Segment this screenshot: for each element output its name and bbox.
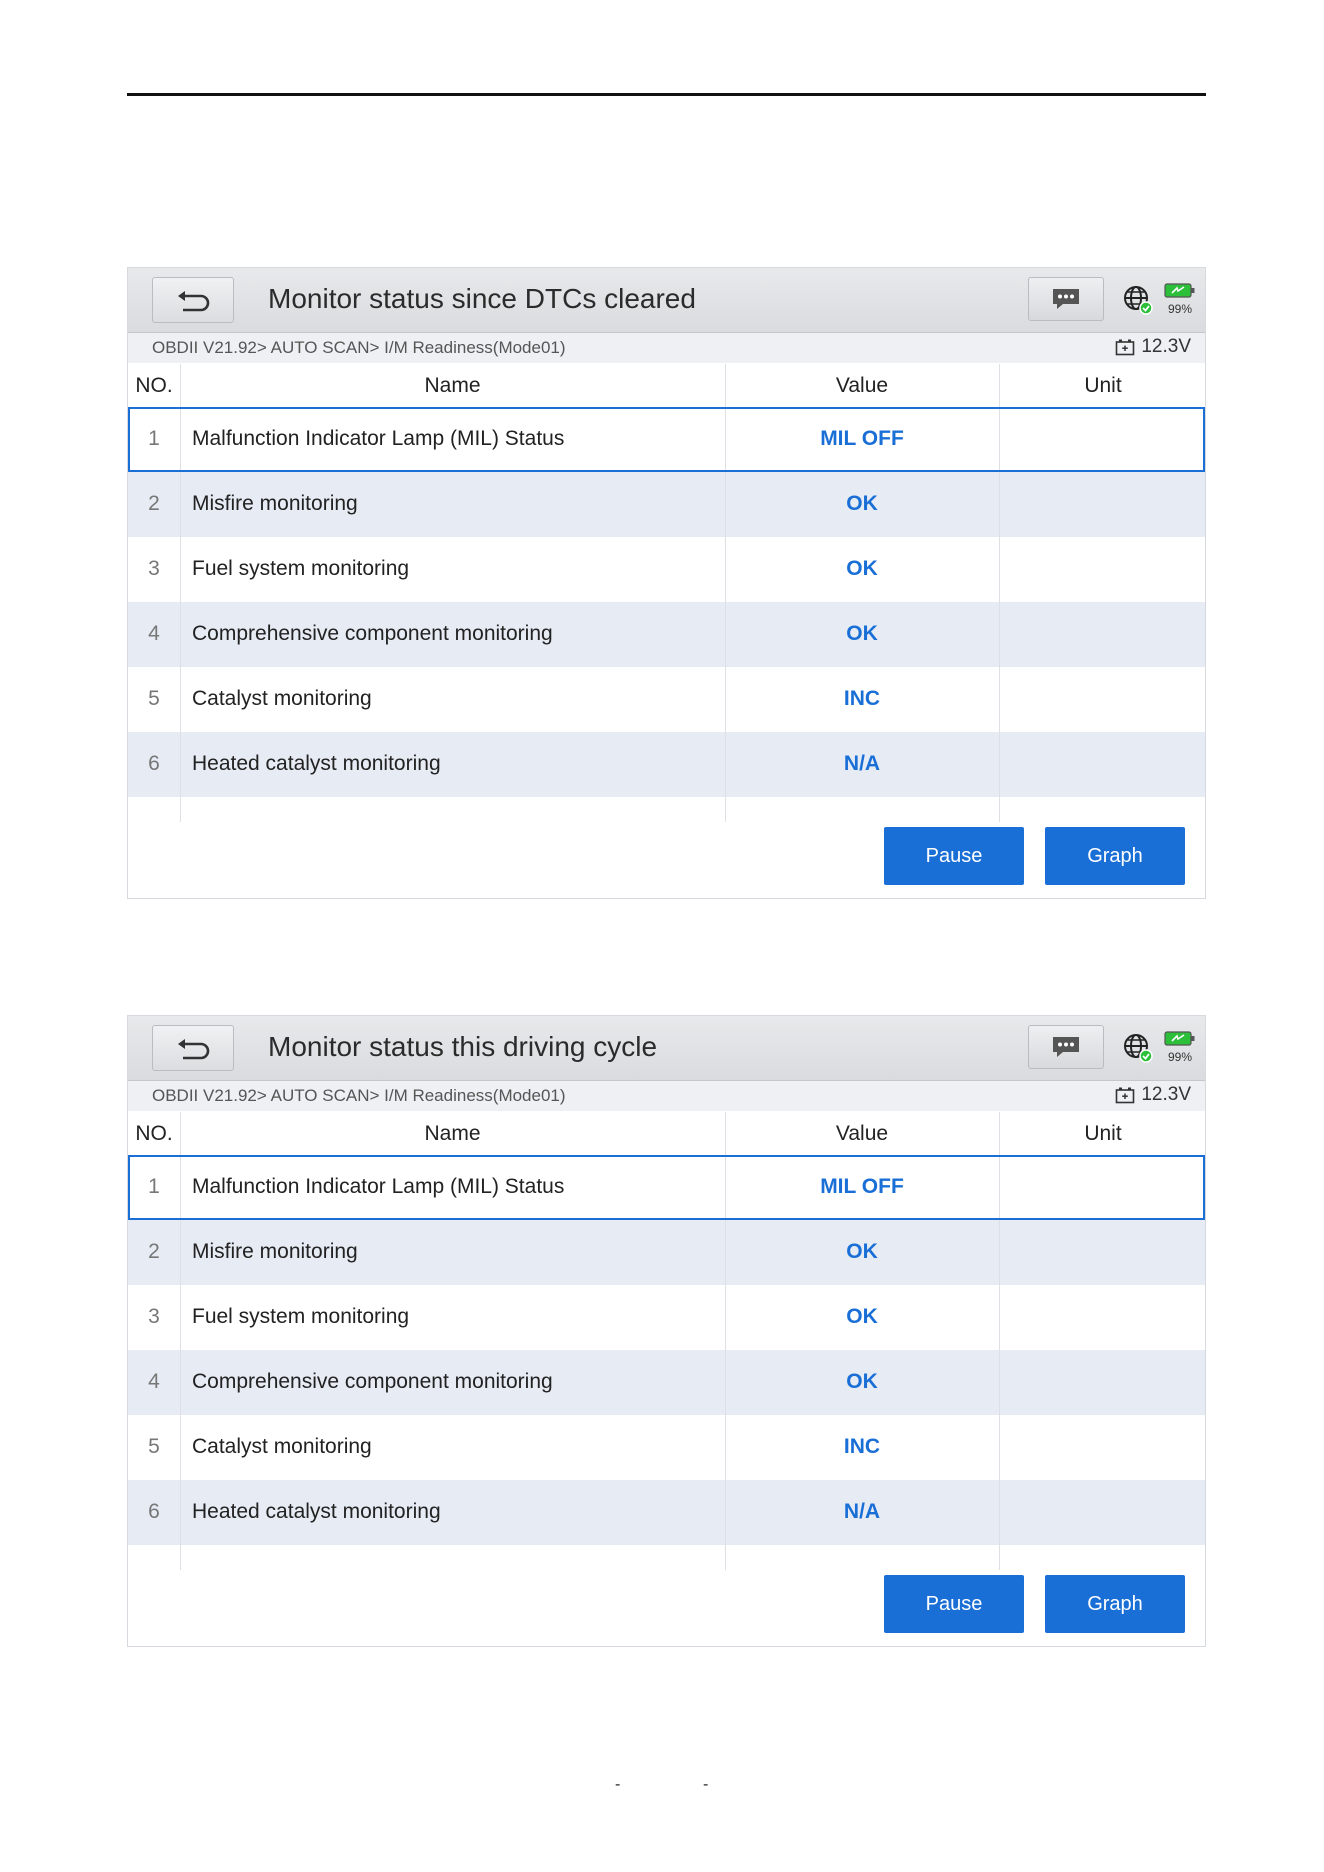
- battery-icon: [1164, 282, 1196, 300]
- row-number: 1: [148, 427, 160, 450]
- breadcrumb-bar: [128, 333, 1205, 363]
- row-number: 5: [148, 687, 160, 710]
- row-value: N/A: [843, 752, 881, 775]
- page-header-rule: [127, 93, 1206, 96]
- back-button[interactable]: [152, 277, 234, 323]
- battery-percentage: 99%: [1167, 302, 1193, 316]
- table-header: [128, 1112, 1205, 1155]
- header-unit: Unit: [1084, 1122, 1122, 1145]
- row-value: OK: [846, 557, 878, 580]
- footer-mark-left: -: [615, 1776, 621, 1793]
- car-battery-icon: [1115, 1086, 1135, 1104]
- header-value: Value: [835, 1122, 889, 1145]
- table-row[interactable]: [128, 537, 1205, 602]
- row-name: Catalyst monitoring: [192, 687, 372, 710]
- row-name: Comprehensive component monitoring: [192, 1370, 553, 1393]
- row-number: 4: [148, 1370, 160, 1393]
- message-icon: [1051, 287, 1081, 311]
- table-row[interactable]: [128, 667, 1205, 732]
- row-number: 3: [148, 1305, 160, 1328]
- row-number: 5: [148, 1435, 160, 1458]
- row-name: Misfire monitoring: [192, 1240, 358, 1263]
- back-button[interactable]: [152, 1025, 234, 1071]
- table-row[interactable]: [128, 602, 1205, 667]
- table-filler: [128, 797, 1205, 819]
- breadcrumb-bar: [128, 1081, 1205, 1111]
- row-name: Misfire monitoring: [192, 492, 358, 515]
- message-icon: [1051, 1035, 1081, 1059]
- data-table: [128, 1112, 1205, 1567]
- row-value: INC: [843, 687, 881, 710]
- row-number: 3: [148, 557, 160, 580]
- row-value: OK: [846, 622, 878, 645]
- globe-icon[interactable]: [1123, 1033, 1153, 1063]
- breadcrumb: OBDII V21.92> AUTO SCAN> I/M Readiness(Mode01): [152, 338, 566, 357]
- table-row[interactable]: [128, 472, 1205, 537]
- table-row[interactable]: [128, 1415, 1205, 1480]
- title-bar: [128, 1016, 1205, 1081]
- row-name: Malfunction Indicator Lamp (MIL) Status: [192, 427, 565, 450]
- car-battery-icon: [1115, 338, 1135, 356]
- row-number: 2: [148, 1240, 160, 1263]
- row-name: Fuel system monitoring: [192, 557, 410, 580]
- row-name: Heated catalyst monitoring: [192, 752, 441, 775]
- battery-indicator: [1163, 1030, 1197, 1066]
- row-number: 4: [148, 622, 160, 645]
- row-number: 1: [148, 1175, 160, 1198]
- row-number: 2: [148, 492, 160, 515]
- table-row[interactable]: [128, 407, 1205, 472]
- page-title: Monitor status this driving cycle: [268, 1031, 658, 1062]
- globe-icon[interactable]: [1123, 285, 1153, 315]
- data-table: [128, 364, 1205, 819]
- voltage-value: 12.3V: [1141, 1084, 1191, 1105]
- breadcrumb: OBDII V21.92> AUTO SCAN> I/M Readiness(Mode01): [152, 1086, 566, 1105]
- footer-mark-right: -: [703, 1776, 709, 1793]
- voltage-readout: [1115, 1084, 1191, 1106]
- title-bar: [128, 268, 1205, 333]
- screen-this-driving-cycle: [127, 1015, 1206, 1647]
- header-unit: Unit: [1084, 374, 1122, 397]
- table-row[interactable]: [128, 1220, 1205, 1285]
- graph-button[interactable]: Graph: [1045, 827, 1185, 885]
- header-no: NO.: [135, 374, 173, 397]
- pause-button[interactable]: Pause: [884, 1575, 1024, 1633]
- battery-icon: [1164, 1030, 1196, 1048]
- row-name: Heated catalyst monitoring: [192, 1500, 441, 1523]
- header-value: Value: [835, 374, 889, 397]
- row-name: Comprehensive component monitoring: [192, 622, 553, 645]
- row-value: OK: [846, 1240, 878, 1263]
- table-row[interactable]: [128, 1155, 1205, 1220]
- graph-button[interactable]: Graph: [1045, 1575, 1185, 1633]
- header-no: NO.: [135, 1122, 173, 1145]
- pause-button[interactable]: Pause: [884, 827, 1024, 885]
- row-name: Malfunction Indicator Lamp (MIL) Status: [192, 1175, 565, 1198]
- table-header: [128, 364, 1205, 407]
- table-row[interactable]: [128, 1480, 1205, 1545]
- row-value: MIL OFF: [820, 427, 904, 450]
- row-value: INC: [843, 1435, 881, 1458]
- back-arrow-icon: [175, 1036, 211, 1060]
- row-value: OK: [846, 1305, 878, 1328]
- row-number: 6: [148, 1500, 160, 1523]
- voltage-readout: [1115, 336, 1191, 358]
- screen-since-dtcs-cleared: [127, 267, 1206, 899]
- row-name: Catalyst monitoring: [192, 1435, 372, 1458]
- back-arrow-icon: [175, 288, 211, 312]
- page-title: Monitor status since DTCs cleared: [268, 283, 696, 314]
- battery-percentage: 99%: [1167, 1050, 1193, 1064]
- row-value: OK: [846, 1370, 878, 1393]
- message-button[interactable]: [1028, 1025, 1104, 1069]
- table-filler: [128, 1545, 1205, 1567]
- voltage-value: 12.3V: [1141, 336, 1191, 357]
- row-value: MIL OFF: [820, 1175, 904, 1198]
- row-value: OK: [846, 492, 878, 515]
- row-number: 6: [148, 752, 160, 775]
- header-name: Name: [424, 374, 481, 397]
- table-row[interactable]: [128, 1285, 1205, 1350]
- header-name: Name: [424, 1122, 481, 1145]
- battery-indicator: [1163, 282, 1197, 318]
- table-row[interactable]: [128, 1350, 1205, 1415]
- message-button[interactable]: [1028, 277, 1104, 321]
- table-row[interactable]: [128, 732, 1205, 797]
- row-name: Fuel system monitoring: [192, 1305, 410, 1328]
- row-value: N/A: [843, 1500, 881, 1523]
